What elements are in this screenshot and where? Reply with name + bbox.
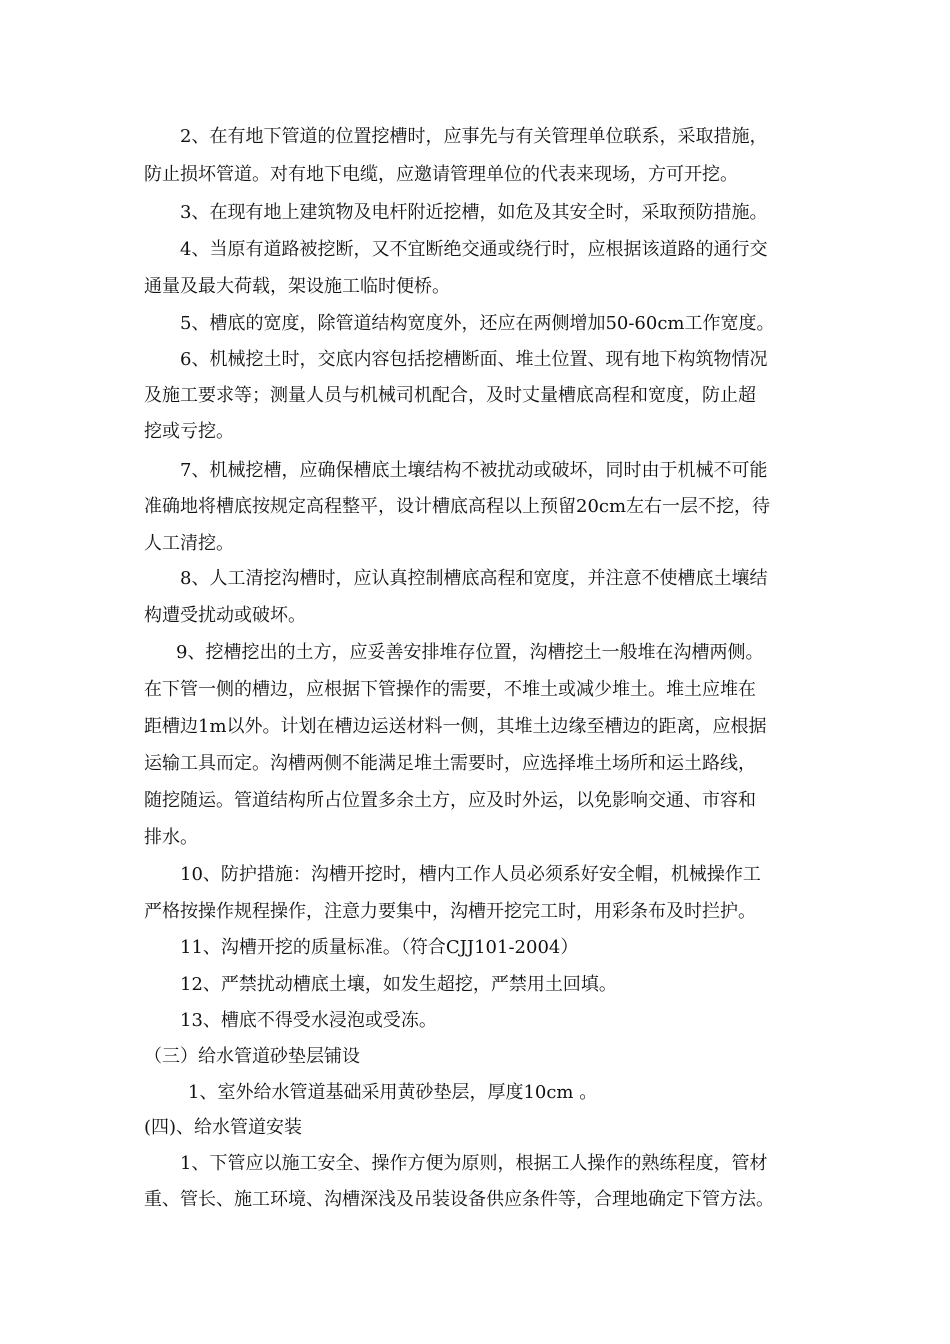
paragraph-line: 2、在有地下管道的位置挖槽时，应事先与有关管理单位联系，采取措施，	[180, 126, 768, 147]
paragraph-line: 运输工具而定。沟槽两侧不能满足堆土需要时，应选择堆土场所和运土路线，	[144, 753, 756, 774]
paragraph-line: 13、槽底不得受水浸泡或受冻。	[180, 1010, 437, 1031]
paragraph-line: 3、在现有地上建筑物及电杆附近挖槽，如危及其安全时，采取预防措施。	[180, 202, 768, 223]
paragraph-line: 7、机械挖槽，应确保槽底土壤结构不被扰动或破坏，同时由于机械不可能	[180, 460, 768, 481]
paragraph-line: 12、严禁扰动槽底土壤，如发生超挖，严禁用土回填。	[180, 974, 617, 995]
paragraph-line: 防止损坏管道。对有地下电缆，应邀请管理单位的代表来现场，方可开挖。	[144, 164, 738, 185]
paragraph-line: 8、人工清挖沟槽时，应认真控制槽底高程和宽度，并注意不使槽底土壤结	[180, 568, 768, 589]
paragraph-line: 随挖随运。管道结构所占位置多余土方，应及时外运，以免影响交通、市容和	[144, 790, 756, 811]
paragraph-line: 6、机械挖土时，交底内容包括挖槽断面、堆土位置、现有地下构筑物情况	[180, 349, 768, 370]
paragraph-line: 9、挖槽挖出的土方，应妥善安排堆存位置，沟槽挖土一般堆在沟槽两侧。	[176, 642, 764, 663]
paragraph-line: 10、防护措施：沟槽开挖时，槽内工作人员必须系好安全帽，机械操作工	[180, 864, 761, 885]
paragraph-line: 构遭受扰动或破坏。	[144, 605, 306, 626]
paragraph-line: 在下管一侧的槽边，应根据下管操作的需要，不堆土或减少堆土。堆土应堆在	[144, 679, 756, 700]
paragraph-line: 人工清挖。	[144, 533, 234, 554]
paragraph-line: 距槽边1m以外。计划在槽边运送材料一侧，其堆土边缘至槽边的距离，应根据	[144, 716, 767, 737]
paragraph-line: 1、室外给水管道基础采用黄砂垫层，厚度10cm 。	[188, 1082, 598, 1103]
paragraph-line: 严格按操作规程操作，注意力要集中，沟槽开挖完工时，用彩条布及时拦护。	[144, 901, 756, 922]
section-heading: (四)、给水管道安装	[144, 1117, 303, 1138]
paragraph-line: 5、槽底的宽度，除管道结构宽度外，还应在两侧增加50-60cm工作宽度。	[180, 313, 775, 334]
paragraph-line: 11、沟槽开挖的质量标准。（符合CJJ101-2004）	[180, 937, 579, 958]
paragraph-line: 通量及最大荷载，架设施工临时便桥。	[144, 276, 450, 297]
paragraph-line: 准确地将槽底按规定高程整平，设计槽底高程以上预留20cm左右一层不挖，待	[144, 496, 771, 517]
paragraph-line: 排水。	[144, 827, 198, 848]
section-heading: （三）给水管道砂垫层铺设	[144, 1046, 360, 1067]
paragraph-line: 挖或亏挖。	[144, 421, 234, 442]
paragraph-line: 重、管长、施工环境、沟槽深浅及吊装设备供应条件等，合理地确定下管方法。	[144, 1189, 774, 1210]
paragraph-line: 4、当原有道路被挖断，又不宜断绝交通或绕行时，应根据该道路的通行交	[180, 239, 768, 260]
paragraph-line: 1、下管应以施工安全、操作方便为原则，根据工人操作的熟练程度，管材	[180, 1153, 768, 1174]
paragraph-line: 及施工要求等；测量人员与机械司机配合，及时丈量槽底高程和宽度，防止超	[144, 385, 756, 406]
